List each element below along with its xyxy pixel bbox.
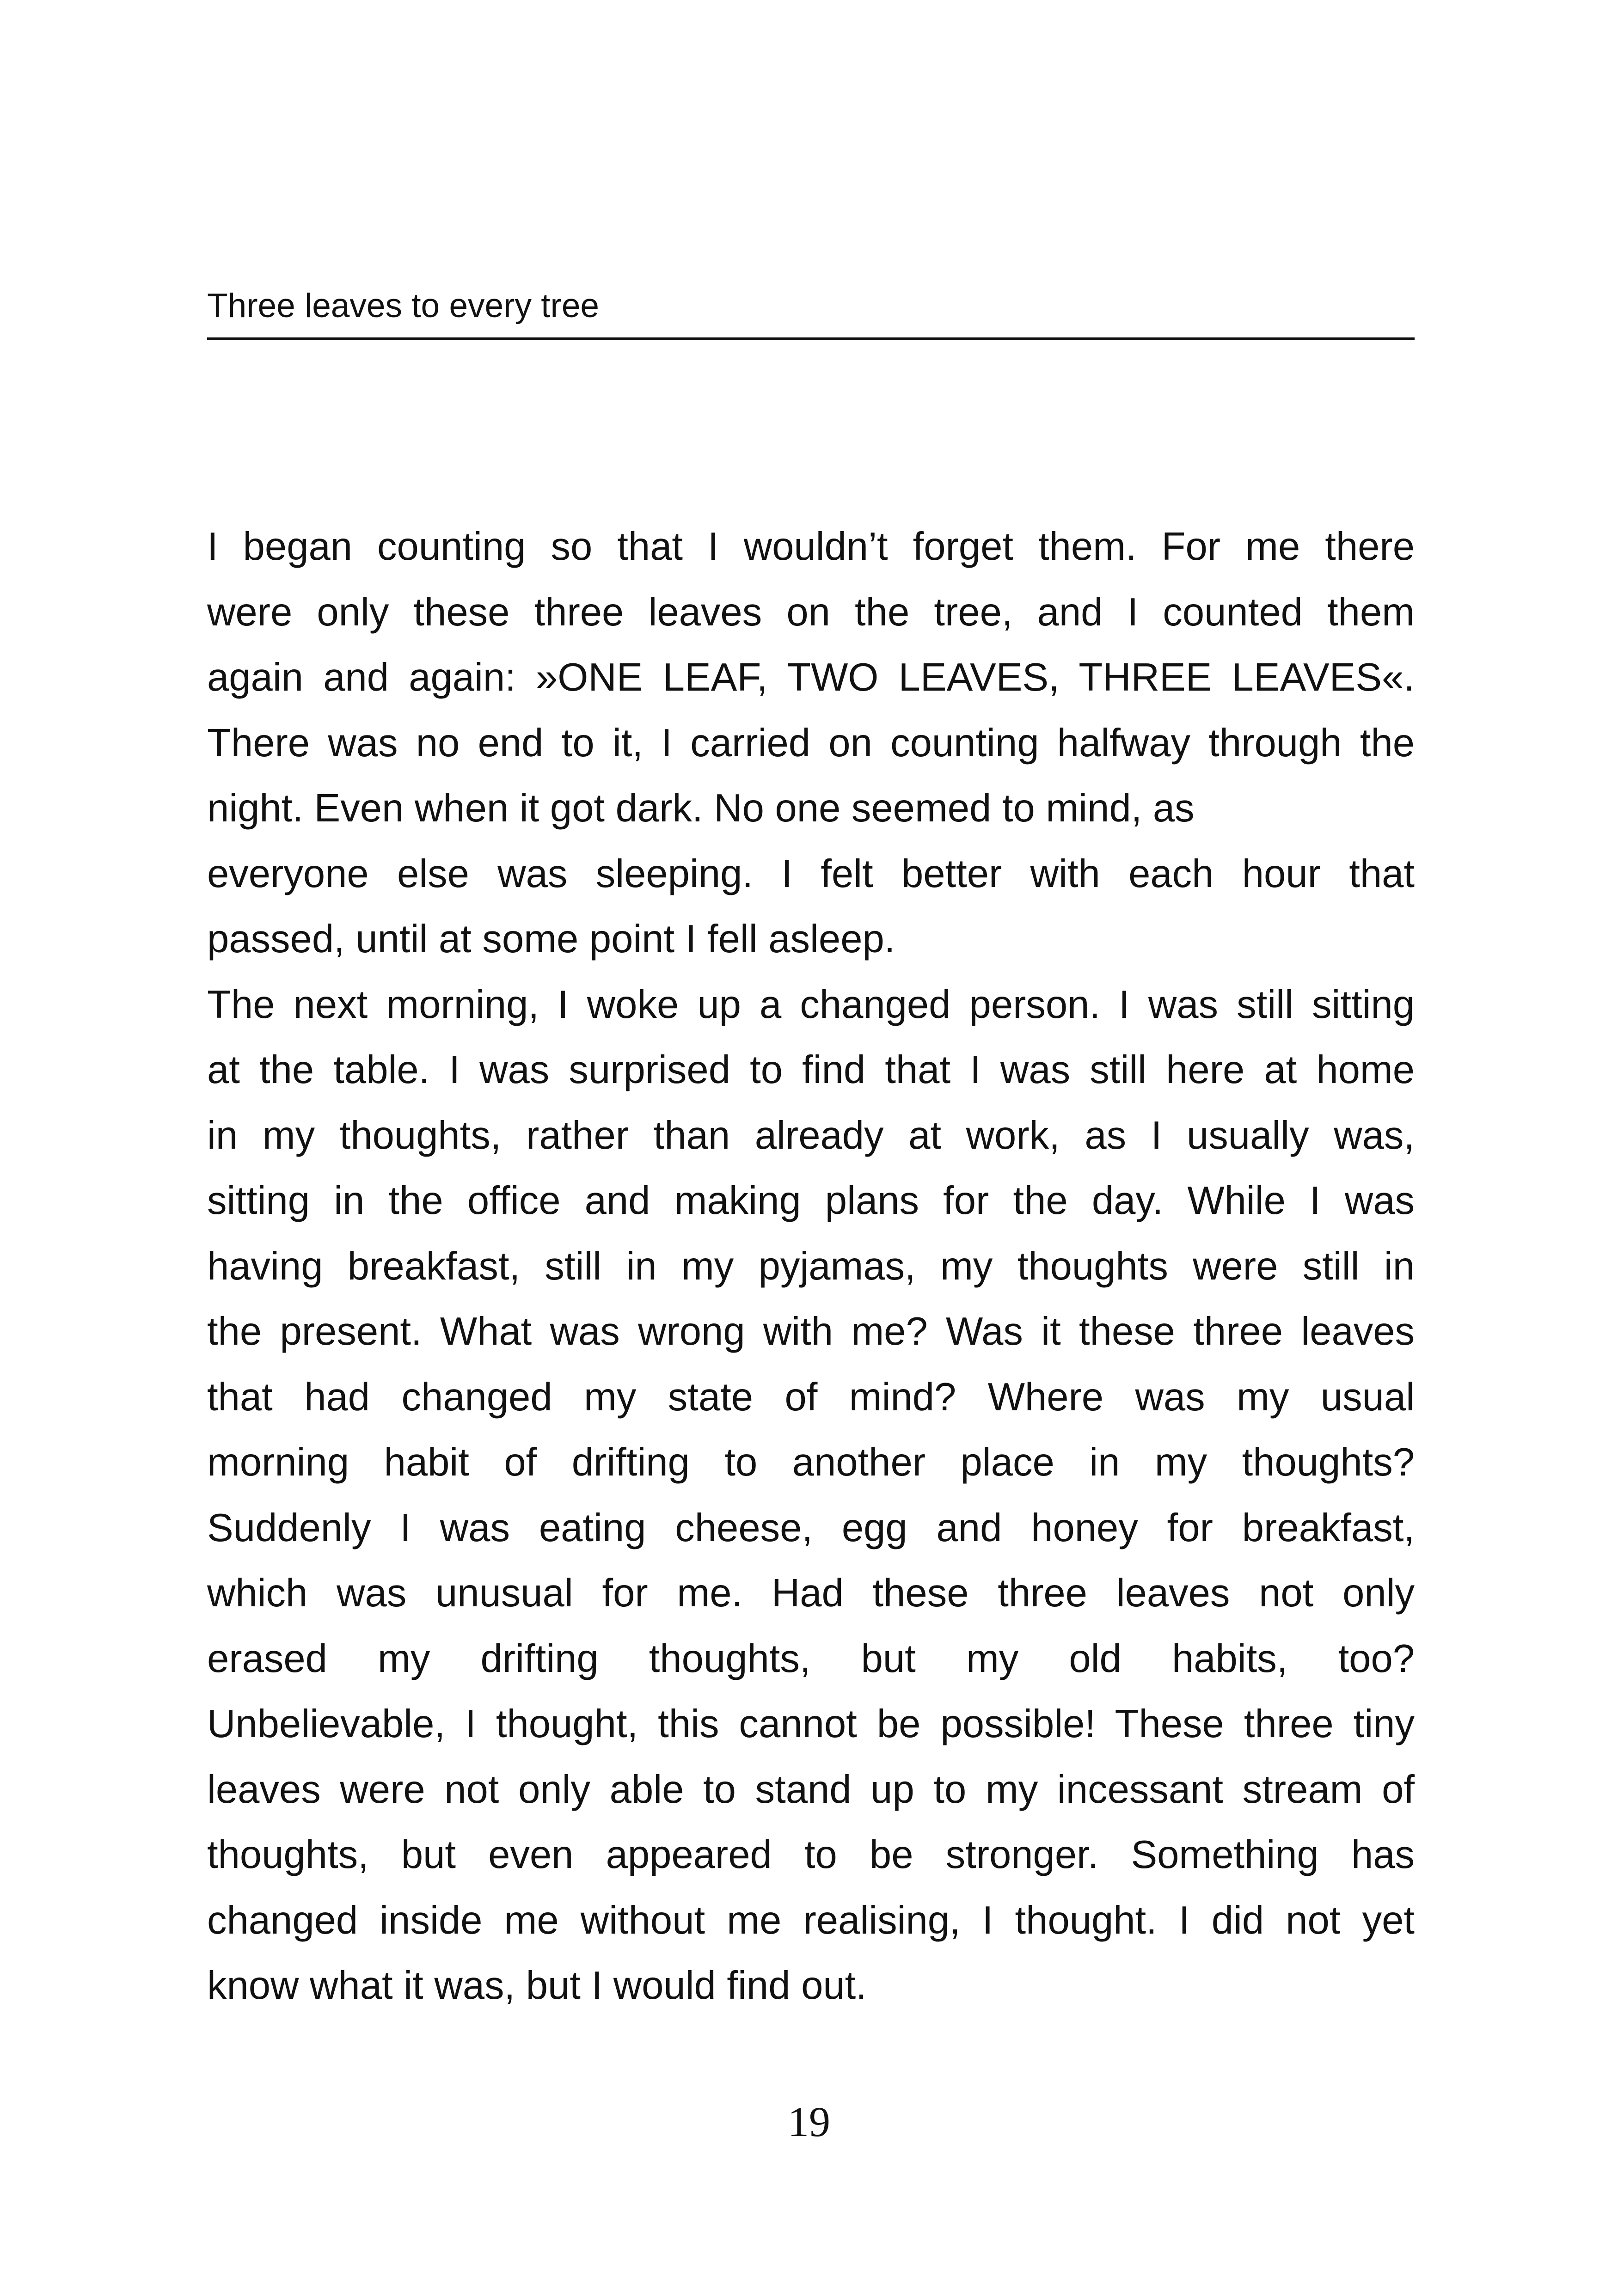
text-line: sitting in the office and making plans for the day. While I was <box>207 1179 1415 1223</box>
text-line: leaves were not only able to stand up to my incessant stream of <box>207 1767 1415 1812</box>
text-line: know what it was, but I would find out. <box>207 1964 867 2008</box>
text-line: morning habit of drifting to another place in my thoughts? <box>207 1440 1415 1484</box>
text-line: Suddenly I was eating cheese, egg and honey for breakfast, <box>207 1506 1415 1550</box>
text-line: The next morning, I woke up a changed person. I was still sitting <box>207 982 1415 1027</box>
text-line: again and again: »ONE LEAF, TWO LEAVES, THREE LEAVES«. <box>207 655 1415 699</box>
text-line: thoughts, but even appeared to be stronger. Something has <box>207 1833 1415 1877</box>
text-line: which was unusual for me. Had these three leaves not only <box>207 1571 1415 1615</box>
text-line: changed inside me without me realising, I thought. I did not yet <box>207 1898 1415 1942</box>
header-rule <box>207 337 1415 340</box>
text-line: in my thoughts, rather than already at work, as I usually was, <box>207 1113 1415 1157</box>
paragraph-2 <box>207 972 1415 2019</box>
text-line: erased my drifting thoughts, but my old habits, too? <box>207 1636 1415 1681</box>
paragraph-1 <box>207 514 1415 972</box>
text-line: passed, until at some point I fell asleep. <box>207 917 895 961</box>
text-line: There was no end to it, I carried on counting halfway through the <box>207 721 1415 765</box>
text-line: were only these three leaves on the tree, and I counted them <box>207 590 1415 634</box>
text-line: having breakfast, still in my pyjamas, my thoughts were still in <box>207 1244 1415 1288</box>
running-header: Three leaves to every tree <box>207 287 600 325</box>
text-line: night. Even when it got dark. No one seemed to mind, as <box>207 786 1195 830</box>
text-line: at the table. I was surprised to find that I was still here at home <box>207 1048 1415 1092</box>
page-number: 19 <box>788 2098 830 2145</box>
text-line: that had changed my state of mind? Where was my usual <box>207 1375 1415 1419</box>
text-line: the present. What was wrong with me? Was it these three leaves <box>207 1310 1415 1353</box>
text-line: everyone else was sleeping. I felt better with each hour that <box>207 851 1415 896</box>
text-line: I began counting so that I wouldn’t forget them. For me there <box>207 525 1415 569</box>
text-line: Unbelievable, I thought, this cannot be possible! These three tiny <box>207 1702 1415 1746</box>
body-text <box>207 514 1415 2019</box>
